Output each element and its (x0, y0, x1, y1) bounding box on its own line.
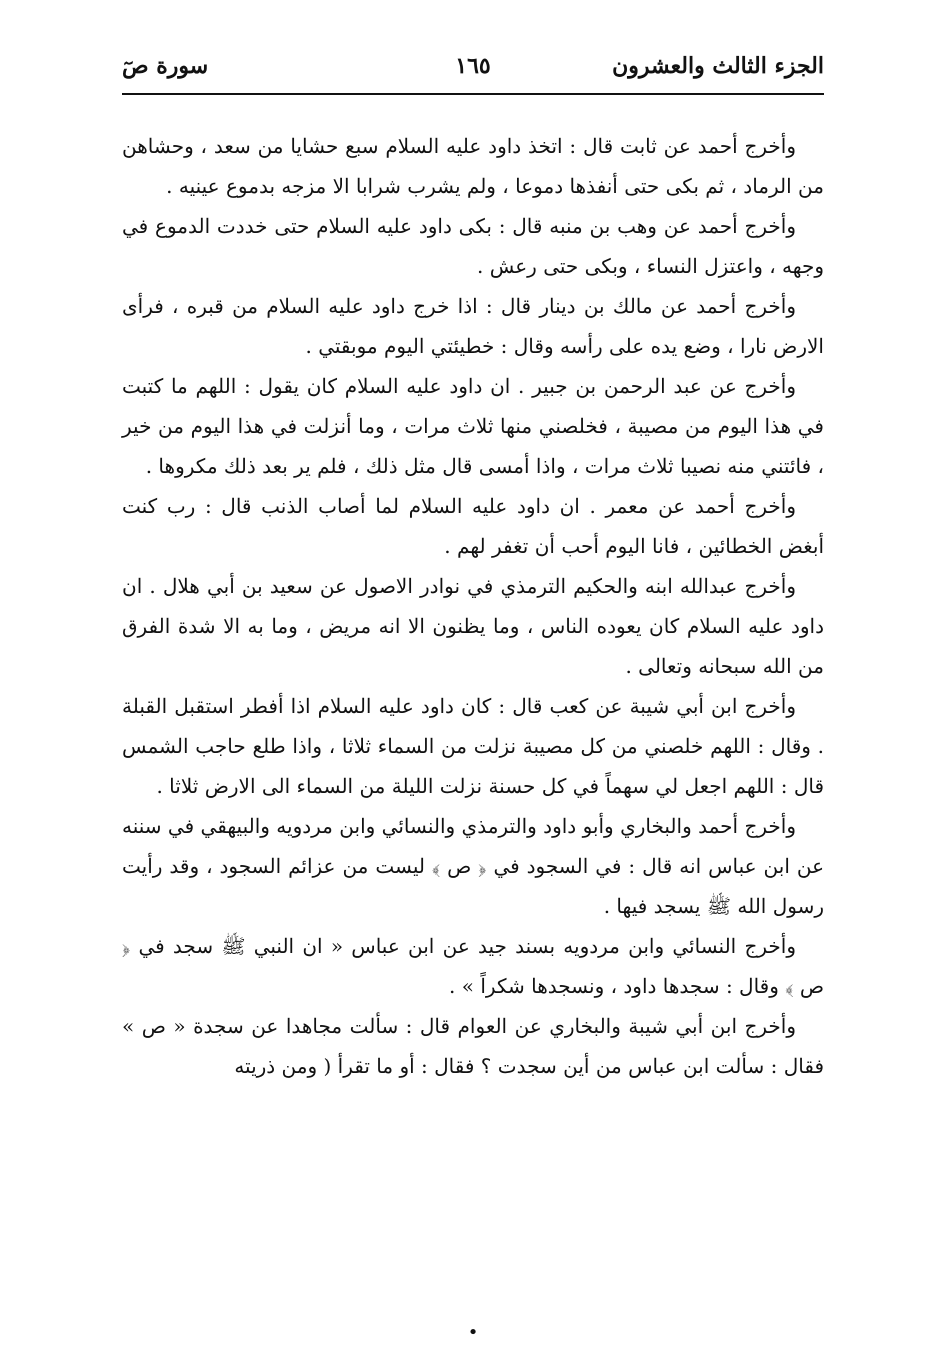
page-number: ١٦٥ (455, 53, 491, 79)
paragraph-3: وأخرج أحمد عن مالك بن دينار قال : اذا خرج داود عليه السلام من قبره ، فرأى الارض نارا ، وضع يده على رأسه وقال : خطيئتي اليوم موبقتي . (122, 294, 824, 358)
paragraph-10: وأخرج ابن أبي شيبة والبخاري عن العوام قال : سألت مجاهدا عن سجدة « ص » فقال : سألت ابن عباس من أين سجدت ؟ فقال : أو ما تقرأ ( ومن ذريته (122, 1014, 824, 1078)
paragraph-7: وأخرج ابن أبي شيبة عن كعب قال : كان داود عليه السلام اذا أفطر استقبل القبلة . وقال : اللهم خلصني من كل مصيبة نزلت من السماء ثلاثا ، واذا طلع حاجب الشمس قال : اللهم اجعل لي سهماً في كل حسنة نزلت الليلة من السماء الى الارض ثلاثا . (122, 694, 824, 798)
surah-title: سورة صٓ (122, 53, 209, 79)
paragraph-5: وأخرج أحمد عن معمر . ان داود عليه السلام لما أصاب الذنب قال : رب كنت أبغض الخطائين ، فانا اليوم أحب أن تغفر لهم . (122, 494, 824, 558)
footer-mark: • (467, 1322, 479, 1343)
paragraph-9: وأخرج النسائي وابن مردويه بسند جيد عن ابن عباس « ان النبي ﷺ سجد في ﴿ ص ﴾ وقال : سجدها داود ، ونسجدها شكراً » . (122, 934, 824, 998)
body-text (122, 126, 824, 1086)
running-header (122, 48, 824, 84)
paragraph-6: وأخرج عبدالله ابنه والحكيم الترمذي في نوادر الاصول عن سعيد بن أبي هلال . ان داود عليه السلام كان يعوده الناس ، وما يظنون الا انه مريض ، وما به الا شدة الفرق من الله سبحانه وتعالى . (122, 574, 824, 678)
paragraph-1: وأخرج أحمد عن ثابت قال : اتخذ داود عليه السلام سبع حشايا من سعد ، وحشاهن من الرماد ، ثم بكى حتى أنفذها دموعا ، ولم يشرب شرابا الا مزجه بدموع عينيه . (122, 134, 824, 198)
paragraph-8: وأخرج أحمد والبخاري وأبو داود والترمذي والنسائي وابن مردويه والبيهقي في سننه عن ابن عباس انه قال : في السجود في ﴿ ص ﴾ ليست من عزائم السجود ، وقد رأيت رسول الله ﷺ يسجد فيها . (122, 814, 824, 918)
header-divider (122, 93, 824, 95)
paragraph-2: وأخرج أحمد عن وهب بن منبه قال : بكى داود عليه السلام حتى خددت الدموع في وجهه ، واعتزل النساء ، وبكى حتى رعش . (122, 214, 824, 278)
paragraph-4: وأخرج عن عبد الرحمن بن جبير . ان داود عليه السلام كان يقول : اللهم ما كتبت في هذا اليوم من مصيبة ، فخلصني منها ثلاث مرات ، وما أنزلت في هذا اليوم من خير ، فائتني منه نصيبا ثلاث مرات ، واذا أمسى قال مثل ذلك ، فلم ير بعد ذلك مكروها . (122, 374, 824, 478)
part-title: الجزء الثالث والعشرون (612, 53, 824, 79)
